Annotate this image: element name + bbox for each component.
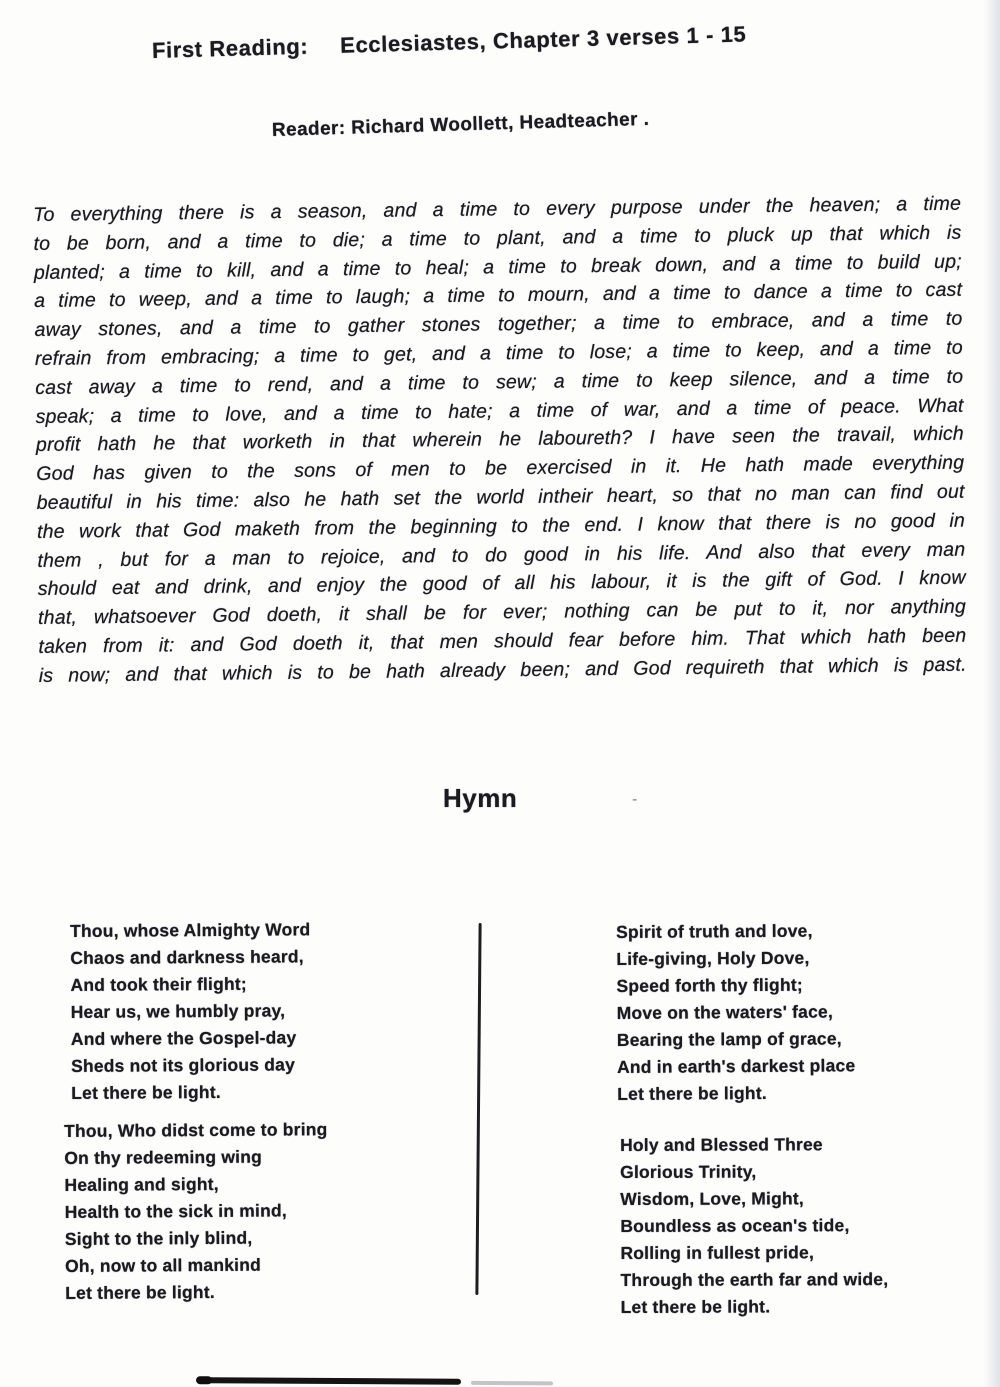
first-reading-reference: Ecclesiastes, Chapter 3 verses 1 - 15 <box>339 21 747 58</box>
hymn-line: On thy redeeming wing <box>64 1146 263 1168</box>
scripture-line: To everything there is a season, and a time to every purpose under the heaven; a time <box>33 192 962 226</box>
heading-gap <box>308 53 340 54</box>
scripture-line: them , but for a man to rejoice, and to do good in his life. And also that every man <box>37 538 966 572</box>
hymn-line: Sheds not its glorious day <box>70 1054 296 1076</box>
scan-edge-shading <box>984 0 1000 1387</box>
hymn-line: Bearing the lamp of grace, <box>616 1028 842 1050</box>
hymn-line: Thou, Who didst come to bring <box>64 1119 328 1141</box>
scripture-line: to be born, and a time to die; a time to plant, and a time to pluck up that which is <box>33 221 962 255</box>
hymn-line: Wisdom, Love, Might, <box>620 1188 804 1209</box>
scripture-line: profit hath he that worketh in that wherein he laboureth? I have seen the travail, which <box>35 423 965 457</box>
hymn-line: Chaos and darkness heard, <box>70 946 304 968</box>
hymn-line: Oh, now to all mankind <box>64 1254 262 1276</box>
hymn-line: Let there be light. <box>617 1082 767 1104</box>
hymn-verse-4 <box>620 1131 888 1321</box>
scripture-line: taken from it: and God doeth it, that men should fear before him. That which hath been <box>38 624 967 658</box>
hymn-line: Let there be light. <box>71 1081 221 1103</box>
first-reading-label: First Reading: <box>151 33 309 63</box>
hymn-line: And in earth's darkest place <box>616 1055 856 1077</box>
hymn-line: Let there be light. <box>65 1281 215 1303</box>
reader-credit: Reader: Richard Woollett, Headteacher . <box>271 108 650 141</box>
hymn-line: Holy and Blessed Three <box>620 1134 823 1155</box>
stray-dash-mark: - <box>632 791 638 808</box>
hymn-verse-2 <box>64 1116 329 1307</box>
scan-artifact-smudge <box>203 1377 461 1385</box>
scripture-line: that, whatsoever God doeth, it shall be for ever; nothing can be put to it, nor anything <box>37 595 967 630</box>
scripture-line: away stones, and a time to gather stones together; a time to embrace, and a time to <box>34 307 963 342</box>
hymn-line: Health to the sick in mind, <box>64 1200 287 1222</box>
hymn-line: And where the Gospel-day <box>70 1027 297 1049</box>
hymn-line: Let there be light. <box>620 1296 771 1317</box>
hymn-line: Hear us, we humbly pray, <box>70 1000 286 1022</box>
hymn-line: And took their flight; <box>70 973 247 995</box>
hymn-line: Rolling in fullest pride, <box>620 1242 815 1263</box>
scripture-line: should eat and drink, and enjoy the good of all his labour, it is the gift of God. I know <box>37 566 966 601</box>
hymn-column-divider <box>475 923 481 1295</box>
hymn-verse-1 <box>70 916 312 1107</box>
hymn-heading: Hymn <box>443 783 518 813</box>
scripture-line: speak; a time to love, and a time to hate; a time of war, and a time of peace. What <box>35 394 964 428</box>
scripture-line: God has given to the sons of men to be exercised in it. He hath made everything <box>36 451 965 486</box>
hymn-line: Life-giving, Holy Dove, <box>616 947 810 969</box>
hymn-line: Sight to the inly blind, <box>64 1227 253 1249</box>
scripture-line: the work that God maketh from the beginning to the end. I know that there is no good in <box>36 509 966 543</box>
first-reading-heading <box>152 17 912 64</box>
hymn-line: Glorious Trinity, <box>620 1161 757 1182</box>
hymn-line: Healing and sight, <box>64 1173 219 1195</box>
hymn-verse-3 <box>616 917 856 1108</box>
hymn-line: Move on the waters' face, <box>616 1001 834 1023</box>
scripture-passage <box>33 190 967 691</box>
hymn-line: Thou, whose Almighty Word <box>70 919 311 941</box>
hymn-line: Boundless as ocean's tide, <box>620 1215 850 1236</box>
hymn-line: Spirit of truth and love, <box>616 920 813 942</box>
scripture-line: is now; and that which is to be hath already been; and God requireth that which is past. <box>38 653 967 687</box>
hymn-line: Through the earth far and wide, <box>620 1269 889 1290</box>
scripture-line: refrain from embracing; a time to get, and a time to lose; a time to keep, and a time to <box>34 336 963 370</box>
scripture-line: a time to weep, and a time to laugh; a time to mourn, and a time to dance a time to cast <box>34 279 963 313</box>
scripture-line: beautiful in his time: also he hath set the world intheir heart, so that no man can find out <box>36 480 965 514</box>
hymn-line: Speed forth thy flight; <box>616 974 803 996</box>
scripture-line: cast away a time to rend, and a time to sew; a time to keep silence, and a time to <box>35 365 964 399</box>
scripture-line: planted; a time to kill, and a time to heal; a time to break down, and a time to build up; <box>33 250 962 284</box>
